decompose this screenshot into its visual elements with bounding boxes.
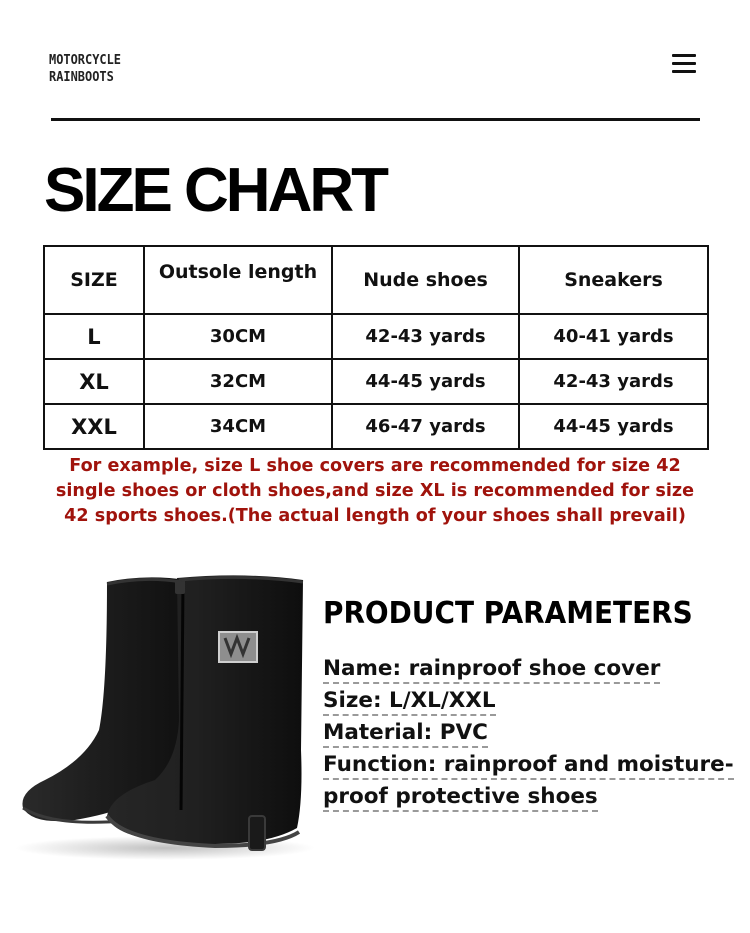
brand-line-2: RAINBOOTS (49, 70, 114, 85)
param-name: Name: rainproof shoe cover (323, 655, 660, 684)
table-header-row (44, 246, 708, 314)
cell-nude: 46-47 yards (332, 404, 519, 449)
note-line-3: 42 sports shoes.(The actual length of your shoes shall prevail) (64, 506, 686, 526)
cell-nude: 42-43 yards (332, 314, 519, 359)
cell-size: XL (44, 359, 144, 404)
cell-outsole: 32CM (144, 359, 332, 404)
header-divider (51, 118, 700, 121)
param-material: Material: PVC (323, 719, 488, 748)
cell-nude: 44-45 yards (332, 359, 519, 404)
note-line-2: single shoes or cloth shoes,and size XL is recommended for size (55, 481, 695, 501)
param-function-line-1: Function: rainproof and moisture- (323, 751, 734, 780)
cell-outsole: 34CM (144, 404, 332, 449)
cell-outsole: 30CM (144, 314, 332, 359)
note-line-1: For example, size L shoe covers are recommended for size 42 (69, 456, 681, 476)
parameters-title: PRODUCT PARAMETERS (323, 596, 693, 631)
header-size: SIZE (44, 246, 144, 314)
param-size: Size: L/XL/XXL (323, 687, 496, 716)
cell-sneakers: 42-43 yards (519, 359, 708, 404)
menu-bar (672, 54, 696, 57)
header-outsole-length: Outsole length (144, 246, 332, 314)
cell-sneakers: 40-41 yards (519, 314, 708, 359)
parameters-list (323, 655, 734, 815)
size-recommendation-note (22, 454, 728, 529)
header-nude-shoes: Nude shoes (332, 246, 519, 314)
product-boot-image (15, 570, 315, 860)
table-row (44, 359, 708, 404)
cell-size: XXL (44, 404, 144, 449)
menu-icon[interactable] (670, 52, 698, 76)
brand-logo (49, 52, 121, 86)
cell-sneakers: 44-45 yards (519, 404, 708, 449)
table-row (44, 314, 708, 359)
header-sneakers: Sneakers (519, 246, 708, 314)
menu-bar (672, 70, 696, 73)
page-title: SIZE CHART (44, 156, 386, 225)
brand-line-1: MOTORCYCLE (49, 53, 122, 68)
size-chart-table (43, 245, 709, 450)
table-row (44, 404, 708, 449)
menu-bar (672, 62, 696, 65)
cell-size: L (44, 314, 144, 359)
param-function-line-2: proof protective shoes (323, 783, 598, 812)
